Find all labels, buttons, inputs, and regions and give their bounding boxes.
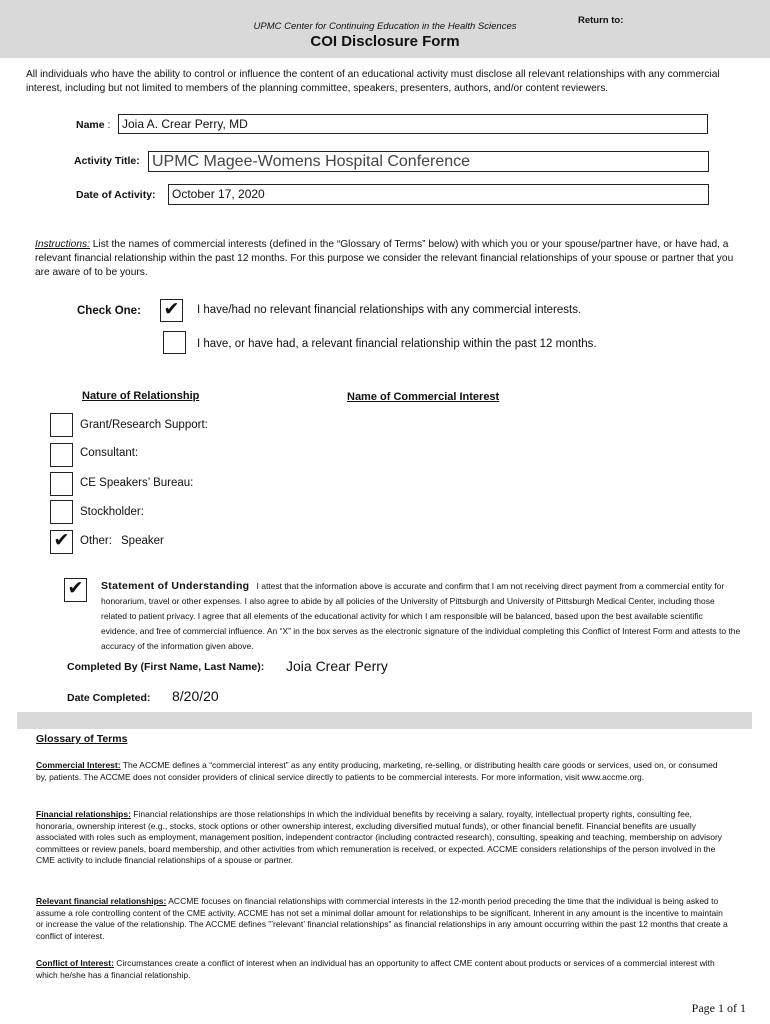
glossary-definition: Financial relationships are those relationships in which the individual benefits by receiving a salary, royalty, intellectual property rights, consulting fee, honoraria, ownership interest (e.g., stocks, stock options or other ownership interest, excluding diversified mutual funds), or other financial benefit. Financial benefits are usually associated with roles such as employment, management position, independent contractor (including contracted research), consulting, speaking and teaching, membership on advisory committees or review panels, board membership, and other activities from which remuneration is received, or expected. ACCME considers relationships of the person involved in the CME activity to include financial relationships of a spouse or partner.: [36, 809, 723, 866]
grant-research-label: Grant/Research Support:: [80, 419, 208, 431]
section-divider: [17, 712, 752, 729]
statement-checkbox[interactable]: ✔: [64, 578, 87, 602]
grant-research-checkbox[interactable]: [50, 413, 73, 437]
glossary-financial-relationships: [36, 809, 728, 867]
nature-of-relationship-header: Nature of Relationship: [82, 390, 200, 402]
no-relationship-checkbox[interactable]: ✔: [160, 299, 183, 322]
instructions-text: List the names of commercial interests (defined in the “Glossary of Terms” below) with which you or your spouse/partner have, or have had, a relevant financial relationship within the past 12 months. For this purpose we consider the relevant financial relationships of your spouse or partner that you are aware of to be yours.: [35, 239, 734, 278]
glossary-definition: The ACCME defines a “commercial interest” as any entity producing, marketing, re-selling, or distributing health care goods or services, used on, or consumed by, patients. The ACCME does not consider providers of clinical service directly to patients to be commercial interests. For more information, visit www.accme.org.: [36, 760, 718, 782]
no-relationship-option-text: I have/had no relevant financial relationships with any commercial interests.: [197, 304, 582, 316]
glossary-relevant-financial-relationships: [36, 896, 728, 942]
intro-paragraph: All individuals who have the ability to control or influence the content of an educational activity must disclose all relevant relationships with any commercial interest, including but not limited to members of the planning committee, speakers, presenters, authors, and/or content reviewers.: [26, 69, 720, 94]
activity-title-field[interactable]: UPMC Magee-Womens Hospital Conference: [148, 151, 709, 172]
name-label-colon: :: [107, 119, 111, 131]
consultant-checkbox[interactable]: [50, 443, 73, 467]
header-subtitle: UPMC Center for Continuing Education in the Health Sciences: [253, 21, 517, 32]
page-number: Page 1 of 1: [691, 1001, 746, 1015]
activity-title-label: Activity Title:: [74, 155, 140, 167]
form-title: COI Disclosure Form: [310, 33, 460, 50]
statement-text: I attest that the information above is accurate and confirm that I am not receiving direct payment from a commercial entity for honorarium, travel or other expenses. I also agree to abide by all policies of the University of Pittsburgh and University of Pittsburgh Medical Center, including those related to patient privacy. I agree that all elements of the educational activity for which I am responsible will be balanced, based upon the best available scientific evidence, and free of commercial influence. An “X” in the box serves as the electronic signature of the individual completing this Conflict of Interest Form and attests to the accuracy of the information given above.: [101, 581, 741, 651]
name-field[interactable]: Joia A. Crear Perry, MD: [118, 114, 708, 134]
has-relationship-checkbox[interactable]: [163, 331, 186, 354]
instructions-paragraph: [35, 238, 750, 280]
speakers-bureau-label: CE Speakers’ Bureau:: [80, 477, 194, 489]
commercial-interest-header: Name of Commercial Interest: [347, 391, 500, 403]
date-of-activity-label: Date of Activity:: [76, 189, 156, 201]
stockholder-checkbox[interactable]: [50, 500, 73, 524]
statement-title: Statement of Understanding: [101, 580, 250, 592]
speakers-bureau-checkbox[interactable]: [50, 472, 73, 496]
other-label: Other:: [80, 535, 112, 547]
glossary-title: Glossary of Terms: [36, 733, 128, 745]
completed-by-value[interactable]: Joia Crear Perry: [286, 658, 388, 674]
stockholder-label: Stockholder:: [80, 506, 144, 518]
date-completed-value[interactable]: 8/20/20: [172, 688, 219, 704]
glossary-conflict-of-interest: [36, 958, 728, 981]
name-label: [76, 119, 110, 131]
name-label-text: Name: [76, 119, 105, 131]
instructions-lead: Instructions:: [35, 239, 90, 250]
consultant-label: Consultant:: [80, 447, 139, 459]
statement-paragraph: [101, 579, 741, 654]
has-relationship-option-text: I have, or have had, a relevant financial relationship within the past 12 months.: [197, 338, 597, 350]
return-to-label: Return to:: [578, 15, 624, 26]
other-checkbox[interactable]: ✔: [50, 530, 73, 554]
date-completed-label: Date Completed:: [67, 692, 151, 704]
check-one-label: Check One:: [77, 305, 141, 317]
glossary-definition: ACCME focuses on financial relationships with commercial interests in the 12-month period preceding the time that the individual is being asked to assume a role controlling content of the CME activity. ACCME has not set a minimal dollar amount for relationships to be significant. Inherent in any amount is the incentive to maintain or increase the value of the relationship. The ACCME defines ”’relevant’ financial relationships” as financial relationships in any amount occurring within the past 12 months that create a conflict of interest.: [36, 896, 728, 941]
glossary-definition: Circumstances create a conflict of interest when an individual has an opportunity to affect CME content about products or services of a commercial interest with which he/she has a financial relationship.: [36, 958, 715, 980]
glossary-term: Relevant financial relationships:: [36, 896, 167, 906]
glossary-term: Conflict of Interest:: [36, 958, 114, 968]
glossary-commercial-interest: [36, 760, 728, 783]
glossary-term: Financial relationships:: [36, 809, 131, 819]
date-of-activity-field[interactable]: October 17, 2020: [168, 184, 709, 205]
completed-by-label: Completed By (First Name, Last Name):: [67, 661, 265, 673]
glossary-term: Commercial Interest:: [36, 760, 121, 770]
other-interest[interactable]: Speaker: [121, 535, 164, 547]
